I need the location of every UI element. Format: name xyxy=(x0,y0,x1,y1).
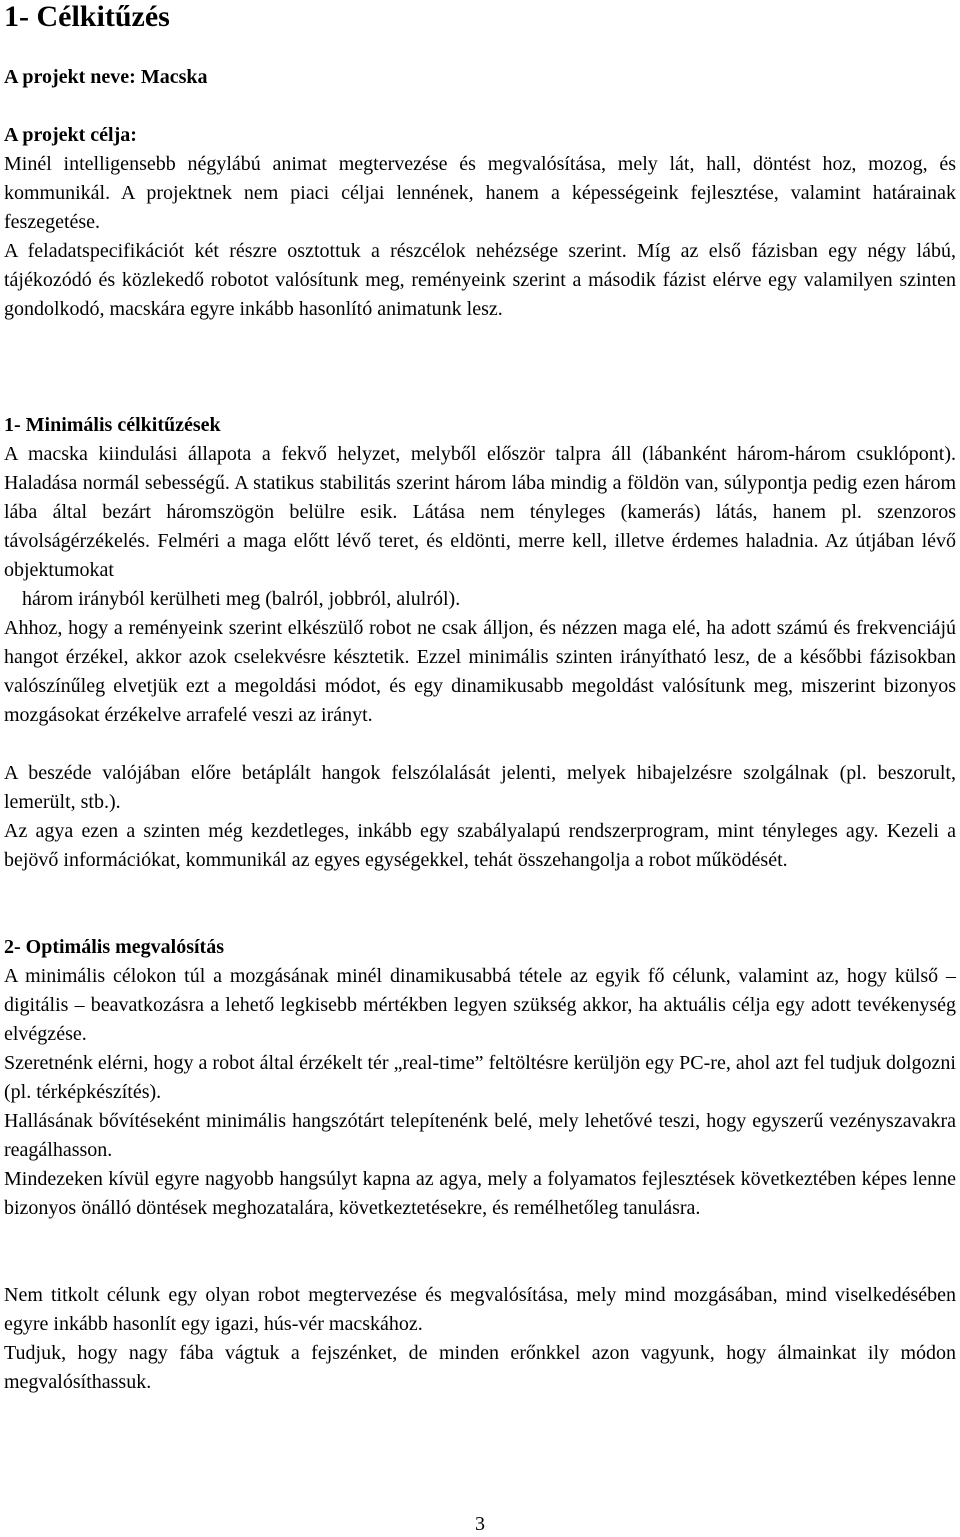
minimal-paragraph-3: A beszéde valójában előre betáplált hangok felszólalását jelenti, melyek hibajelzésre szolgálnak (pl. beszorult, lemerült, stb.). xyxy=(4,762,956,813)
project-name-heading: A projekt neve: Macska xyxy=(4,66,208,88)
page-number: 3 xyxy=(475,1513,485,1535)
closing-paragraph-1: Nem titkolt célunk egy olyan robot megtervezése és megvalósítása, mely mind mozgásában, mind viselkedésében egyre inkább hasonlít egy igazi, hús-vér macskához. xyxy=(4,1284,956,1335)
goal-paragraph: Minél intelligensebb négylábú animat megtervezése és megvalósítása, mely lát, hall, döntést hoz, mozog, és kommunikál. A projektnek nem piaci céljai lennének, hanem a képességeink fejlesztése, valamint határainak feszegetése. xyxy=(4,153,956,233)
page-title: 1- Célkitűzés xyxy=(4,0,170,33)
goal-heading: A projekt célja: xyxy=(4,124,137,146)
optimal-paragraph-2: Szeretnénk elérni, hogy a robot által érzékelt tér „real-time” feltöltésre kerüljön egy PC-re, ahol azt fel tudjuk dolgozni (pl. térképkészítés). xyxy=(4,1052,956,1103)
closing-paragraph-2: Tudjuk, hogy nagy fába vágtuk a fejszénket, de minden erőnkkel azon vagyunk, hogy álmainkat ily módon megvalósíthassuk. xyxy=(4,1342,956,1393)
optimal-paragraph-3: Hallásának bővítéseként minimális hangszótárt telepítenénk belé, mely lehetővé teszi, hogy egyszerű vezényszavakra reagálhasson. xyxy=(4,1110,956,1161)
spec-paragraph: A feladatspecifikációt két részre osztottuk a részcélok nehézsége szerint. Míg az első fázisban egy négy lábú, tájékozódó és közlekedő robotot valósítunk meg, reményeink szerint a második fázist elérve egy valamilyen szinten gondolkodó, macskára egyre inkább hasonlító animatunk lesz. xyxy=(4,240,956,320)
minimal-paragraph-1-continuation: három irányból kerülheti meg (balról, jobbról, alulról). xyxy=(22,588,461,610)
minimal-paragraph-1: A macska kiindulási állapota a fekvő helyzet, melyből először talpra áll (lábanként három-három csuklópont). Haladása normál sebességű. A statikus stabilitás szerint három lába mindig a földön van, súlypontja pedig ezen három lába által bezárt háromszögön belülre esik. Látása nem tényleges (kamerás) látás, hanem pl. szenzoros távolságérzékelés. Felméri a maga előtt lévő teret, és eldönti, merre kell, illetve érdemes haladnia. Az útjában lévő objektumokat xyxy=(4,443,956,581)
minimal-paragraph-2: Ahhoz, hogy a reményeink szerint elkészülő robot ne csak álljon, és nézzen maga elé, ha adott számú és frekvenciájú hangot érzékel, akkor azok cselekvésre késztetik. Ezzel minimális szinten irányítható lesz, de a későbbi fázisokban valószínűleg elvetjük ezt a megoldási módot, és egy dinamikusabb megoldást valósítunk meg, miszerint bizonyos mozgásokat érzékelve arrafelé veszi az irányt. xyxy=(4,617,956,726)
optimal-heading: 2- Optimális megvalósítás xyxy=(4,936,224,958)
optimal-paragraph-4: Mindezeken kívül egyre nagyobb hangsúlyt kapna az agya, mely a folyamatos fejlesztések következtében képes lenne bizonyos önálló döntések meghozatalára, következtetésekre, és remélhetőleg tanulásra. xyxy=(4,1168,956,1219)
minimal-goals-heading: 1- Minimális célkitűzések xyxy=(4,414,221,436)
minimal-paragraph-4: Az agya ezen a szinten még kezdetleges, inkább egy szabályalapú rendszerprogram, mint tényleges agy. Kezeli a bejövő információkat, kommunikál az egyes egységekkel, tehát összehangolja a robot működését. xyxy=(4,820,956,871)
optimal-paragraph-1: A minimális célokon túl a mozgásának minél dinamikusabbá tétele az egyik fő célunk, valamint az, hogy külső – digitális – beavatkozásra a lehető legkisebb mértékben legyen szükség akkor, ha aktuális célja egy adott tevékenység elvégzése. xyxy=(4,965,956,1045)
